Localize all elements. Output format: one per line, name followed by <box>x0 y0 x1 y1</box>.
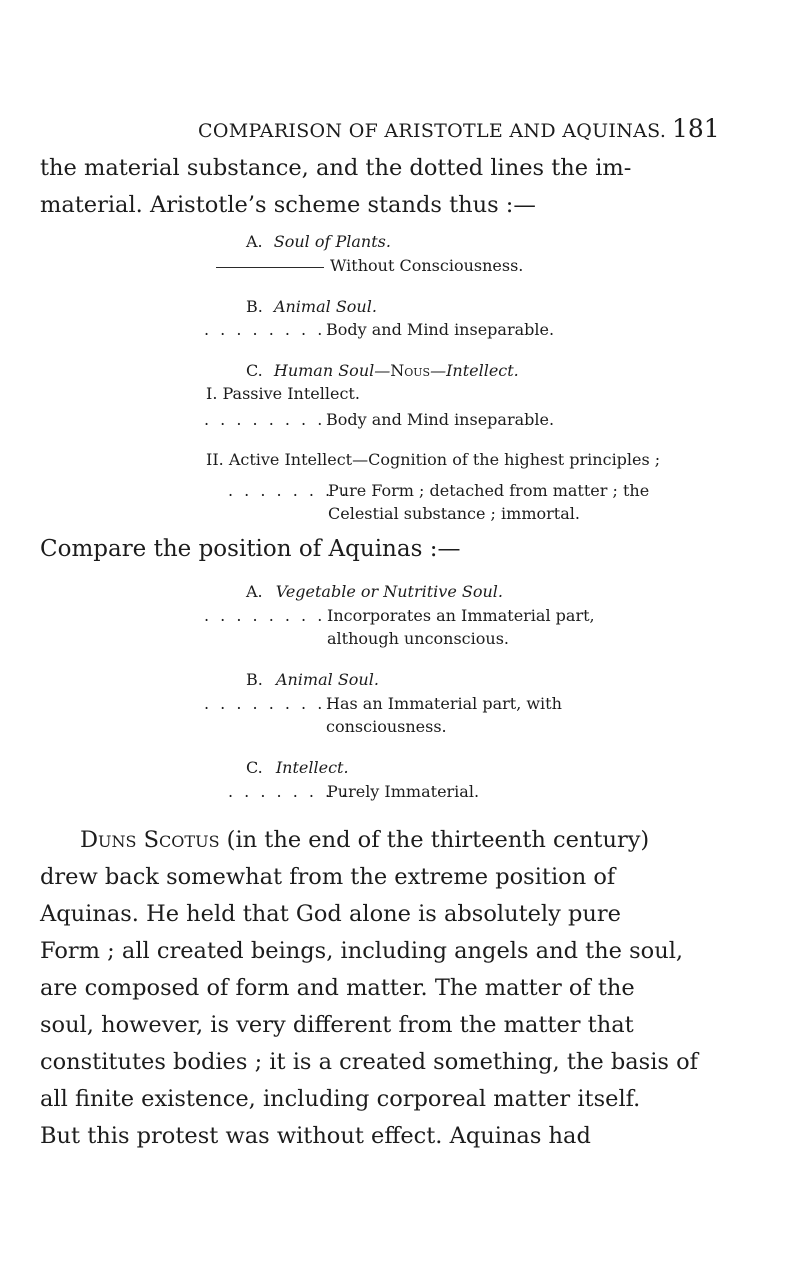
aquinas-b-text-2: consciousness. <box>326 717 447 736</box>
aquinas-b-text: Has an Immaterial part, with <box>326 694 562 713</box>
body-line-8: all finite existence, including corporeal matter itself. <box>40 1086 641 1112</box>
intro-line-1: the material substance, and the dotted lines the im- <box>40 155 632 181</box>
aristotle-c-title-1: Human Soul— <box>273 361 391 380</box>
body-line-7: constitutes bodies ; it is a created something, the basis of <box>40 1049 698 1075</box>
aquinas-c-title: Intellect. <box>275 758 349 777</box>
aristotle-ii-heading: II. Active Intellect—Cognition of the highest principles ; <box>206 450 661 469</box>
aristotle-ii-dots: . . . . . . . . <box>228 481 350 500</box>
person-name: Duns Scotus <box>80 827 220 853</box>
body-line-4: Form ; all created beings, including angels and the soul, <box>40 938 684 964</box>
aquinas-a-label: A. <box>246 582 263 601</box>
aristotle-i-dots: . . . . . . . . <box>204 410 326 429</box>
solid-line-marker <box>216 267 324 268</box>
aquinas-c-text: Purely Immaterial. <box>327 782 480 801</box>
body-line-3: Aquinas. He held that God alone is absolutely pure <box>40 901 621 927</box>
aquinas-a-text: Incorporates an Immaterial part, <box>327 606 595 625</box>
compare-heading: Compare the position of Aquinas :— <box>40 536 461 562</box>
aquinas-b-title: Animal Soul. <box>275 670 379 689</box>
aquinas-b-dots: . . . . . . . . <box>204 694 326 713</box>
aristotle-a-title: Soul of Plants. <box>273 232 391 251</box>
aristotle-c-label: C. <box>246 361 263 380</box>
body-line-9: But this protest was without effect. Aquinas had <box>40 1123 591 1149</box>
body-line-6: soul, however, is very different from the matter that <box>40 1012 634 1038</box>
body-line-2: drew back somewhat from the extreme position of <box>40 864 616 890</box>
aristotle-i-heading: I. Passive Intellect. <box>206 384 360 403</box>
aquinas-b-heading <box>246 670 379 689</box>
aquinas-a-heading <box>246 582 503 601</box>
intro-paragraph <box>40 150 631 224</box>
aquinas-c-label: C. <box>246 758 263 777</box>
aristotle-a-label: A. <box>246 232 263 251</box>
page-number: 181 <box>672 114 720 143</box>
aquinas-a-dots: . . . . . . . . <box>204 606 326 625</box>
aquinas-b-label: B. <box>246 670 263 689</box>
intro-line-2: material. Aristotle’s scheme stands thus :— <box>40 192 536 218</box>
aristotle-b-dots: . . . . . . . . <box>204 320 326 339</box>
aristotle-a-text: Without Consciousness. <box>330 256 524 275</box>
body-line-1 <box>40 822 698 859</box>
aristotle-b-text: Body and Mind inseparable. <box>326 320 555 339</box>
aquinas-c-dots: . . . . . . . . <box>228 782 350 801</box>
aristotle-b-heading <box>246 297 377 316</box>
body-line-5: are composed of form and matter. The matter of the <box>40 975 635 1001</box>
aristotle-c-title-3: —Intellect. <box>430 361 519 380</box>
aristotle-c-heading <box>246 361 519 380</box>
aristotle-ii-text: Pure Form ; detached from matter ; the <box>328 481 650 500</box>
aristotle-a-heading <box>246 232 391 251</box>
aristotle-c-title-2: Nous <box>390 361 431 380</box>
aquinas-a-text-2: although unconscious. <box>327 629 509 648</box>
aristotle-ii-text-2: Celestial substance ; immortal. <box>328 504 580 523</box>
aristotle-b-title: Animal Soul. <box>273 297 377 316</box>
aquinas-c-heading <box>246 758 349 777</box>
body-line-1-rest: (in the end of the thirteenth century) <box>219 827 650 853</box>
aquinas-a-title: Vegetable or Nutritive Soul. <box>275 582 503 601</box>
body-paragraph <box>40 822 698 1155</box>
aristotle-b-label: B. <box>246 297 263 316</box>
running-header <box>0 108 800 148</box>
aristotle-i-text: Body and Mind inseparable. <box>326 410 555 429</box>
header-title: COMPARISON OF ARISTOTLE AND AQUINAS. <box>198 120 667 142</box>
